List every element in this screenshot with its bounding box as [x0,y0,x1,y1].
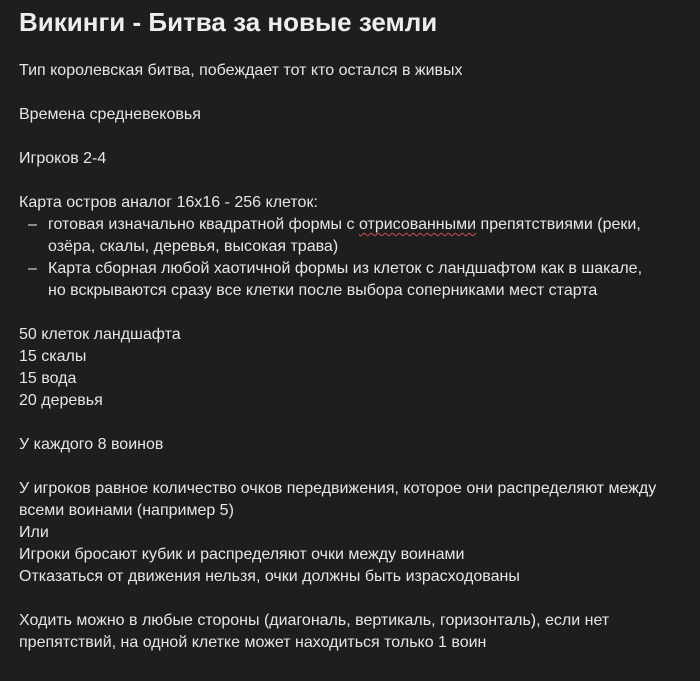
list-item [19,258,682,302]
movement-must-spend-line: Отказаться от движения нельзя, очки должны быть израсходованы [19,568,520,585]
terrain-water-line: 15 вода [19,370,77,387]
map-options-list [19,214,682,302]
spacer [19,82,682,104]
list-item [19,214,682,258]
game-type-line: Тип королевская битва, побеждает тот кто остался в живых [19,62,463,79]
map-intro-line: Карта остров аналог 16х16 - 256 клеток: [19,194,318,211]
spacer [19,170,682,192]
players-line: Игроков 2-4 [19,150,107,167]
spellcheck-flagged-word[interactable]: отрисованными [358,216,477,233]
spacer [19,588,682,610]
era-line: Времена средневековья [19,106,201,123]
spacer [19,302,682,324]
movement-or-line: Или [19,524,49,541]
dash-bullet: – [28,260,37,277]
terrain-total-line: 50 клеток ландшафта [19,326,181,343]
spacer [19,46,682,60]
movement-equal-line: У игроков равное количество очков передвижения, которое они распределяют между всеми воинами (например 5) [19,480,657,519]
spacer [19,126,682,148]
movement-dice-line: Игроки бросают кубик и распределяют очки между воинами [19,546,465,563]
terrain-rocks-line: 15 скалы [19,348,87,365]
spacer [19,412,682,434]
spacer [19,456,682,478]
dash-bullet: – [28,216,37,233]
directions-line: Ходить можно в любые стороны (диагональ, вертикаль, горизонталь), если нет препятствий, на одной клетке может находиться только 1 воин [19,612,610,651]
list-item-text: Карта сборная любой хаотичной формы из клеток с ландшафтом как в шакале, но вскрываются сразу все клетки после выбора соперниками мест старта [48,260,643,299]
terrain-trees-line: 20 деревья [19,392,103,409]
warriors-line: У каждого 8 воинов [19,436,164,453]
list-item-text-cont: препятствиями (реки, озёра, скалы, деревья, высокая трава) [48,216,641,255]
document-title: Викинги - Битва за новые земли [19,7,438,37]
list-item-text: готовая изначально квадратной формы с [48,216,359,233]
